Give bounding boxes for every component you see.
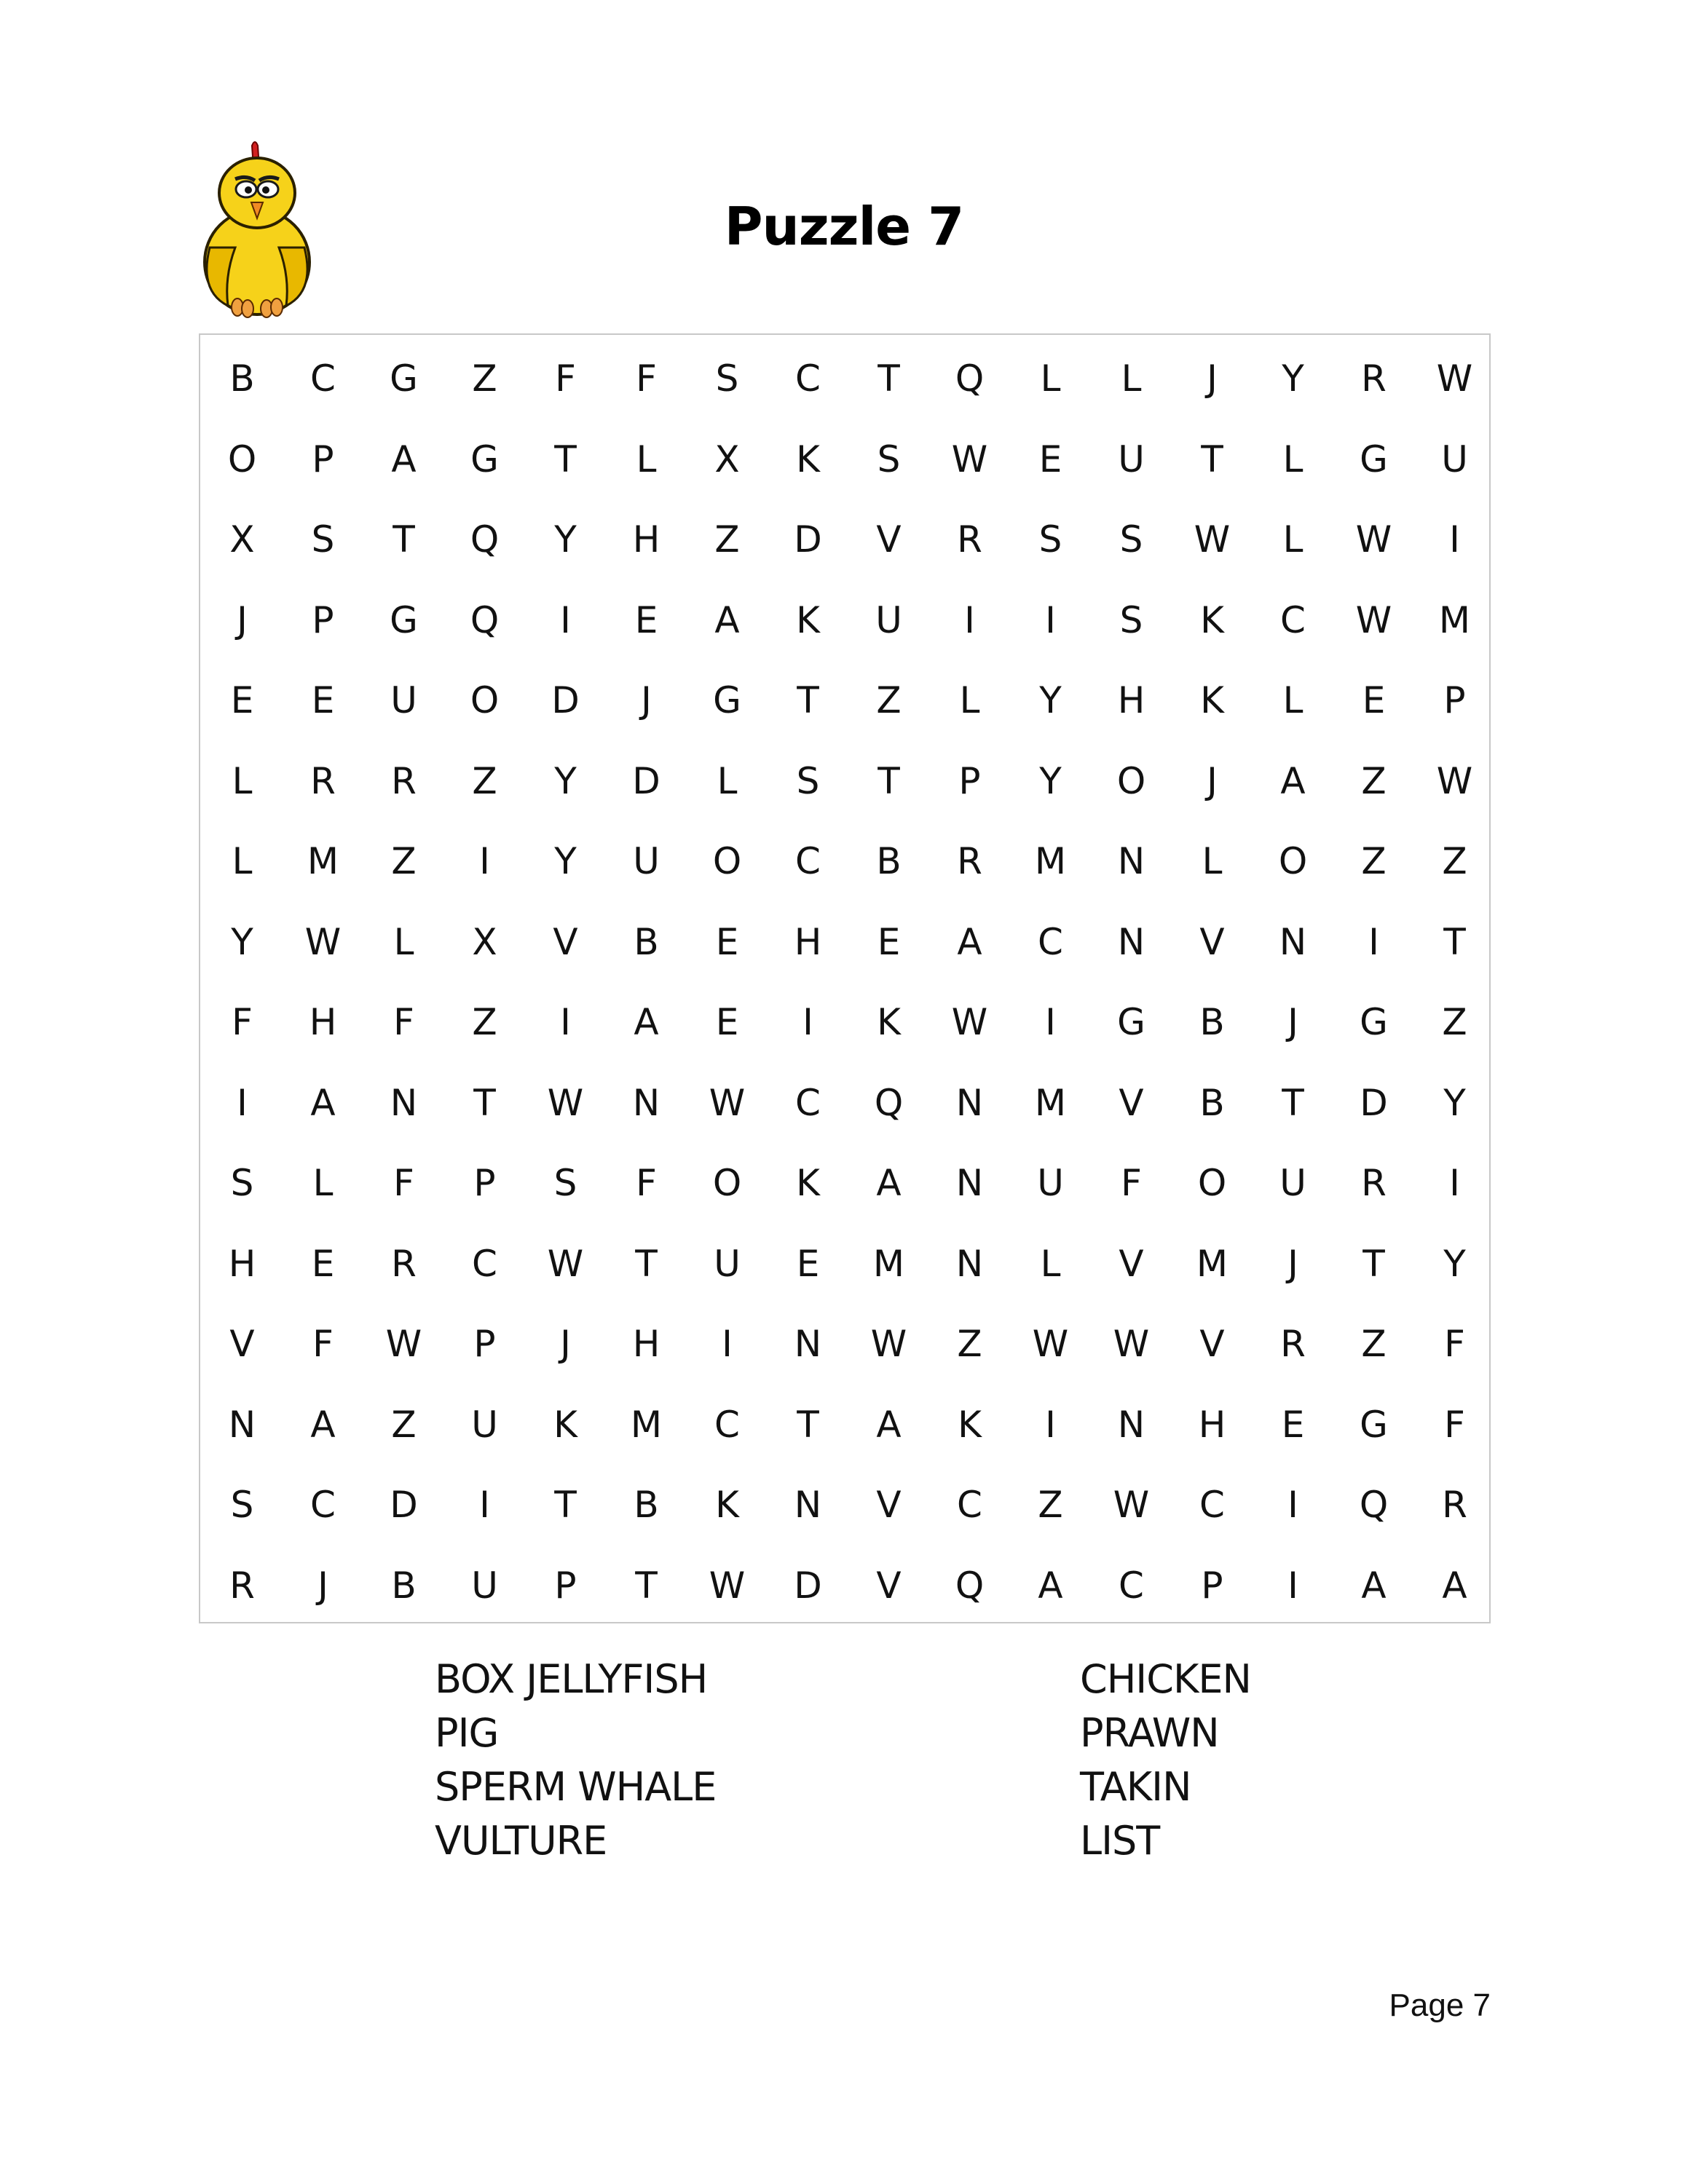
grid-cell[interactable]: I (722, 1323, 733, 1365)
grid-cell[interactable]: D (794, 1564, 822, 1607)
grid-cell[interactable]: Z (472, 357, 497, 400)
grid-cell[interactable]: I (1368, 920, 1379, 963)
grid-cell[interactable]: L (393, 920, 414, 963)
grid-cell[interactable]: T (473, 1081, 496, 1124)
grid-cell[interactable]: J (1207, 759, 1218, 802)
grid-cell[interactable]: U (714, 1242, 741, 1285)
grid-cell[interactable]: T (877, 357, 900, 400)
grid-cell[interactable]: Z (957, 1323, 982, 1365)
grid-cell[interactable]: K (796, 438, 820, 480)
grid-cell[interactable]: D (632, 759, 660, 802)
grid-cell[interactable]: A (634, 1001, 659, 1043)
grid-cell[interactable]: L (959, 679, 980, 721)
grid-cell[interactable]: C (1199, 1484, 1225, 1526)
grid-cell[interactable]: C (472, 1242, 497, 1285)
grid-cell[interactable]: W (1113, 1323, 1150, 1365)
grid-cell[interactable]: M (307, 840, 339, 882)
word-search-grid (199, 333, 1491, 1623)
grid-cell[interactable]: D (551, 679, 580, 721)
grid-cell[interactable]: U (390, 679, 417, 721)
grid-cell[interactable]: N (955, 1162, 984, 1204)
grid-cell[interactable]: S (1119, 598, 1143, 641)
grid-cell[interactable]: Z (391, 1403, 417, 1446)
grid-cell[interactable]: S (230, 1162, 254, 1204)
grid-cell[interactable]: C (795, 357, 821, 400)
grid-cell[interactable]: F (393, 1162, 414, 1204)
grid-cell[interactable]: M (1034, 840, 1067, 882)
grid-cell[interactable]: V (1199, 920, 1225, 963)
grid-cell[interactable]: I (1449, 518, 1460, 561)
grid-cell[interactable]: W (1113, 1484, 1150, 1526)
grid-cell[interactable]: W (547, 1242, 584, 1285)
grid-cell[interactable]: N (1117, 840, 1145, 882)
grid-cell[interactable]: R (1280, 1323, 1306, 1365)
grid-cell[interactable]: E (796, 1242, 820, 1285)
grid-cell[interactable]: M (630, 1403, 663, 1446)
word-list-item: BOX JELLYFISH (435, 1656, 708, 1702)
grid-cell[interactable]: J (1287, 1242, 1298, 1285)
grid-cell[interactable]: Y (1443, 1081, 1466, 1124)
grid-cell[interactable]: J (1207, 357, 1218, 400)
grid-cell[interactable]: E (230, 679, 254, 721)
grid-cell[interactable]: O (1116, 759, 1146, 802)
grid-cell[interactable]: L (1282, 518, 1304, 561)
grid-cell[interactable]: E (715, 1001, 739, 1043)
grid-cell[interactable]: B (391, 1564, 417, 1607)
grid-cell[interactable]: W (304, 920, 342, 963)
grid-cell[interactable]: C (957, 1484, 982, 1526)
grid-cell[interactable]: P (473, 1162, 496, 1204)
grid-cell[interactable]: Z (1361, 840, 1387, 882)
grid-cell[interactable]: Z (1361, 1323, 1387, 1365)
grid-cell[interactable]: J (237, 598, 248, 641)
grid-cell[interactable]: V (1119, 1242, 1144, 1285)
grid-cell[interactable]: A (1038, 1564, 1063, 1607)
grid-cell[interactable]: R (391, 1242, 417, 1285)
grid-cell[interactable]: Q (470, 518, 500, 561)
grid-cell[interactable]: O (227, 438, 257, 480)
grid-cell[interactable]: X (714, 438, 740, 480)
grid-cell[interactable]: R (957, 840, 982, 882)
grid-cell[interactable]: K (1200, 598, 1224, 641)
grid-cell[interactable]: G (1360, 1001, 1388, 1043)
grid-cell[interactable]: T (797, 1403, 819, 1446)
grid-cell[interactable]: I (560, 598, 571, 641)
grid-cell[interactable]: B (229, 357, 255, 400)
grid-cell[interactable]: R (957, 518, 982, 561)
grid-cell[interactable]: H (794, 920, 822, 963)
grid-cell[interactable]: W (1032, 1323, 1069, 1365)
grid-cell[interactable]: T (1443, 920, 1466, 963)
grid-cell[interactable]: Q (470, 598, 500, 641)
word-list-item: LIST (1080, 1818, 1160, 1864)
grid-cell[interactable]: T (1282, 1081, 1304, 1124)
grid-cell[interactable]: Y (1039, 759, 1062, 802)
grid-cell[interactable]: A (391, 438, 417, 480)
grid-cell[interactable]: S (553, 1162, 577, 1204)
grid-cell[interactable]: P (312, 438, 334, 480)
grid-cell[interactable]: I (560, 1001, 571, 1043)
grid-cell[interactable]: O (1197, 1162, 1227, 1204)
grid-cell[interactable]: V (876, 518, 902, 561)
word-list-item: VULTURE (435, 1818, 607, 1864)
grid-cell[interactable]: Z (1038, 1484, 1063, 1526)
grid-cell[interactable]: Y (554, 518, 577, 561)
grid-cell[interactable]: F (555, 357, 576, 400)
grid-cell[interactable]: E (1362, 679, 1386, 721)
grid-cell[interactable]: J (641, 679, 652, 721)
grid-cell[interactable]: L (1282, 679, 1304, 721)
grid-cell[interactable]: K (715, 1484, 739, 1526)
grid-cell[interactable]: C (1119, 1564, 1144, 1607)
grid-cell[interactable]: E (634, 598, 658, 641)
grid-cell[interactable]: W (1355, 598, 1392, 641)
grid-cell[interactable]: A (1361, 1564, 1387, 1607)
grid-cell[interactable]: G (390, 598, 418, 641)
grid-cell[interactable]: P (1201, 1564, 1223, 1607)
grid-cell[interactable]: G (1117, 1001, 1145, 1043)
grid-cell[interactable]: C (310, 1484, 336, 1526)
word-list-item: CHICKEN (1080, 1656, 1251, 1702)
grid-cell[interactable]: W (1436, 759, 1473, 802)
grid-cell[interactable]: R (229, 1564, 255, 1607)
grid-cell[interactable]: U (1279, 1162, 1306, 1204)
grid-cell[interactable]: D (1360, 1081, 1388, 1124)
grid-cell[interactable]: V (876, 1484, 902, 1526)
word-list-item: PIG (435, 1710, 499, 1756)
grid-cell[interactable]: E (715, 920, 739, 963)
grid-cell[interactable]: L (636, 438, 657, 480)
grid-cell[interactable]: I (802, 1001, 813, 1043)
grid-cell[interactable]: L (1202, 840, 1223, 882)
word-list-item: SPERM WHALE (435, 1764, 717, 1810)
grid-cell[interactable]: L (1040, 357, 1061, 400)
grid-cell[interactable]: K (796, 598, 820, 641)
grid-cell[interactable]: A (310, 1403, 336, 1446)
grid-cell[interactable]: T (635, 1564, 658, 1607)
grid-cell[interactable]: V (1199, 1323, 1225, 1365)
grid-cell[interactable]: E (311, 679, 335, 721)
grid-cell[interactable]: Q (1359, 1484, 1389, 1526)
grid-cell[interactable]: T (797, 679, 819, 721)
grid-cell[interactable]: Y (554, 840, 577, 882)
grid-cell[interactable]: V (229, 1323, 255, 1365)
grid-cell[interactable]: I (1045, 1403, 1056, 1446)
grid-cell[interactable]: L (312, 1162, 334, 1204)
grid-cell[interactable]: M (1438, 598, 1471, 641)
grid-cell[interactable]: M (1196, 1242, 1228, 1285)
grid-cell[interactable]: R (1361, 1162, 1387, 1204)
grid-cell[interactable]: U (471, 1564, 498, 1607)
grid-cell[interactable]: B (876, 840, 902, 882)
grid-cell[interactable]: L (1282, 438, 1304, 480)
grid-cell[interactable]: F (636, 357, 657, 400)
grid-cell[interactable]: T (1362, 1242, 1385, 1285)
grid-cell[interactable]: G (713, 679, 741, 721)
grid-cell[interactable]: F (312, 1323, 334, 1365)
grid-cell[interactable]: A (1280, 759, 1306, 802)
word-list-left (435, 1653, 716, 1868)
grid-cell[interactable]: K (1200, 679, 1224, 721)
grid-cell[interactable]: A (957, 920, 982, 963)
word-list-right (1080, 1653, 1251, 1868)
grid-cell[interactable]: C (795, 1081, 821, 1124)
grid-cell[interactable]: F (1444, 1403, 1465, 1446)
grid-cell[interactable]: N (1117, 920, 1145, 963)
grid-cell[interactable]: R (391, 759, 417, 802)
word-list-item: TAKIN (1080, 1764, 1191, 1810)
grid-cell[interactable]: R (1361, 357, 1387, 400)
grid-cell[interactable]: L (232, 840, 253, 882)
grid-cell[interactable]: K (553, 1403, 577, 1446)
grid-cell[interactable]: S (1038, 518, 1062, 561)
grid-cell[interactable]: J (1287, 1001, 1298, 1043)
grid-cell[interactable]: H (1198, 1403, 1226, 1446)
grid-cell[interactable]: N (794, 1323, 822, 1365)
grid-cell[interactable]: K (796, 1162, 820, 1204)
grid-cell[interactable]: L (1121, 357, 1142, 400)
grid-cell[interactable]: I (1287, 1484, 1298, 1526)
grid-cell[interactable]: D (390, 1484, 418, 1526)
grid-cell[interactable]: F (393, 1001, 414, 1043)
grid-cell[interactable]: U (1037, 1162, 1064, 1204)
grid-cell[interactable]: O (470, 679, 500, 721)
grid-cell[interactable]: I (237, 1081, 248, 1124)
grid-cell[interactable]: Z (391, 840, 417, 882)
grid-cell[interactable]: S (877, 438, 901, 480)
grid-cell[interactable]: H (228, 1242, 256, 1285)
grid-cell[interactable]: W (951, 438, 988, 480)
puzzle-title: Puzzle 7 (724, 196, 964, 257)
grid-cell[interactable]: S (311, 518, 335, 561)
grid-cell[interactable]: B (1199, 1081, 1225, 1124)
grid-cell[interactable]: P (473, 1323, 496, 1365)
grid-cell[interactable]: R (1442, 1484, 1467, 1526)
grid-cell[interactable]: V (876, 1564, 902, 1607)
grid-cell[interactable]: A (876, 1403, 902, 1446)
grid-cell[interactable]: N (794, 1484, 822, 1526)
grid-cell[interactable]: I (1449, 1162, 1460, 1204)
grid-cell[interactable]: K (877, 1001, 901, 1043)
grid-cell[interactable]: W (1355, 518, 1392, 561)
grid-cell[interactable]: T (1201, 438, 1223, 480)
grid-cell[interactable]: S (230, 1484, 254, 1526)
grid-cell[interactable]: X (229, 518, 255, 561)
grid-cell[interactable]: K (958, 1403, 982, 1446)
grid-cell[interactable]: Q (955, 357, 985, 400)
grid-cell[interactable]: C (310, 357, 336, 400)
grid-cell[interactable]: Y (1282, 357, 1304, 400)
grid-cell[interactable]: J (318, 1564, 328, 1607)
grid-cell[interactable]: O (712, 1162, 742, 1204)
grid-cell[interactable]: Y (554, 759, 577, 802)
grid-cell[interactable]: X (472, 920, 497, 963)
grid-cell[interactable]: Z (472, 1001, 497, 1043)
grid-cell[interactable]: L (232, 759, 253, 802)
grid-cell[interactable]: I (1045, 1001, 1056, 1043)
grid-cell[interactable]: Q (874, 1081, 904, 1124)
grid-cell[interactable]: Y (1039, 679, 1062, 721)
grid-cell[interactable]: W (709, 1081, 746, 1124)
word-list-item: PRAWN (1080, 1710, 1219, 1756)
grid-cell[interactable]: B (1199, 1001, 1225, 1043)
grid-cell[interactable]: N (228, 1403, 256, 1446)
grid-cell[interactable]: P (958, 759, 981, 802)
grid-cell[interactable]: G (1360, 438, 1388, 480)
grid-cell[interactable]: Z (472, 759, 497, 802)
grid-cell[interactable]: U (1441, 438, 1468, 480)
grid-cell[interactable]: C (795, 840, 821, 882)
grid-cell[interactable]: F (1444, 1323, 1465, 1365)
grid-cell[interactable]: Z (1442, 840, 1467, 882)
grid-cell[interactable]: J (560, 1323, 571, 1365)
grid-cell[interactable]: H (632, 518, 660, 561)
grid-cell[interactable]: U (875, 598, 902, 641)
grid-cell[interactable]: H (632, 1323, 660, 1365)
grid-cell[interactable]: H (1117, 679, 1145, 721)
grid-cell[interactable]: L (717, 759, 738, 802)
grid-cell[interactable]: W (1436, 357, 1473, 400)
grid-cell[interactable]: C (1038, 920, 1063, 963)
grid-cell[interactable]: N (390, 1081, 418, 1124)
grid-cell[interactable]: I (1045, 598, 1056, 641)
grid-cell[interactable]: I (479, 1484, 490, 1526)
grid-cell[interactable]: N (955, 1242, 984, 1285)
grid-cell[interactable]: Y (231, 920, 253, 963)
grid-cell[interactable]: Z (876, 679, 902, 721)
grid-cell[interactable]: O (712, 840, 742, 882)
grid-cell[interactable]: O (1278, 840, 1308, 882)
grid-cell[interactable]: A (310, 1081, 336, 1124)
grid-cell[interactable]: C (1280, 598, 1306, 641)
grid-cell[interactable]: V (553, 920, 578, 963)
grid-cell[interactable]: Z (1361, 759, 1387, 802)
grid-cell[interactable]: U (633, 840, 660, 882)
grid-cell[interactable]: D (794, 518, 822, 561)
grid-cell[interactable]: T (877, 759, 900, 802)
grid-cell[interactable]: T (635, 1242, 658, 1285)
grid-cell[interactable]: N (1279, 920, 1307, 963)
grid-cell[interactable]: F (1121, 1162, 1142, 1204)
grid-cell[interactable]: B (634, 920, 659, 963)
grid-cell[interactable]: W (385, 1323, 422, 1365)
grid-cell[interactable]: G (1360, 1403, 1388, 1446)
grid-cell[interactable]: W (870, 1323, 907, 1365)
grid-cell[interactable]: H (309, 1001, 337, 1043)
grid-cell[interactable]: N (1117, 1403, 1145, 1446)
grid-cell[interactable]: I (479, 840, 490, 882)
grid-cell[interactable]: W (709, 1564, 746, 1607)
grid-cell[interactable]: U (471, 1403, 498, 1446)
grid-cell[interactable]: P (1443, 679, 1466, 721)
grid-cell[interactable]: P (312, 598, 334, 641)
grid-cell[interactable]: A (1442, 1564, 1467, 1607)
grid-cell[interactable]: R (310, 759, 336, 802)
grid-cell[interactable]: S (796, 759, 820, 802)
grid-cell[interactable]: U (1118, 438, 1145, 480)
grid-cell[interactable]: E (1281, 1403, 1305, 1446)
grid-cell[interactable]: I (1287, 1564, 1298, 1607)
grid-cell[interactable]: A (714, 598, 740, 641)
grid-cell[interactable]: T (393, 518, 415, 561)
grid-cell[interactable]: Y (1443, 1242, 1466, 1285)
grid-cell[interactable]: E (1038, 438, 1062, 480)
page-number: Page 7 (1389, 1987, 1491, 2023)
grid-cell[interactable]: E (877, 920, 901, 963)
grid-cell[interactable]: S (715, 357, 739, 400)
grid-cell[interactable]: A (876, 1162, 902, 1204)
grid-cell[interactable]: N (632, 1081, 660, 1124)
grid-cell[interactable]: T (554, 1484, 577, 1526)
grid-cell[interactable]: Z (1442, 1001, 1467, 1043)
grid-cell[interactable]: G (390, 357, 418, 400)
grid-cell[interactable]: T (554, 438, 577, 480)
grid-cell[interactable]: C (714, 1403, 740, 1446)
grid-cell[interactable]: W (1194, 518, 1231, 561)
grid-cell[interactable]: W (547, 1081, 584, 1124)
grid-cell[interactable]: P (554, 1564, 577, 1607)
grid-cell[interactable]: E (311, 1242, 335, 1285)
grid-cell[interactable]: Z (714, 518, 740, 561)
grid-cell[interactable]: S (1119, 518, 1143, 561)
grid-cell[interactable]: Q (955, 1564, 985, 1607)
grid-cell[interactable]: I (964, 598, 975, 641)
grid-cell[interactable]: W (951, 1001, 988, 1043)
grid-cell[interactable]: M (872, 1242, 905, 1285)
grid-cell[interactable]: L (1040, 1242, 1061, 1285)
grid-cell[interactable]: V (1119, 1081, 1144, 1124)
grid-cell[interactable]: G (470, 438, 499, 480)
grid-cell[interactable]: F (636, 1162, 657, 1204)
grid-cell[interactable]: F (232, 1001, 253, 1043)
grid-cell[interactable]: N (955, 1081, 984, 1124)
grid-cell[interactable]: M (1034, 1081, 1067, 1124)
grid-cell[interactable]: B (634, 1484, 659, 1526)
